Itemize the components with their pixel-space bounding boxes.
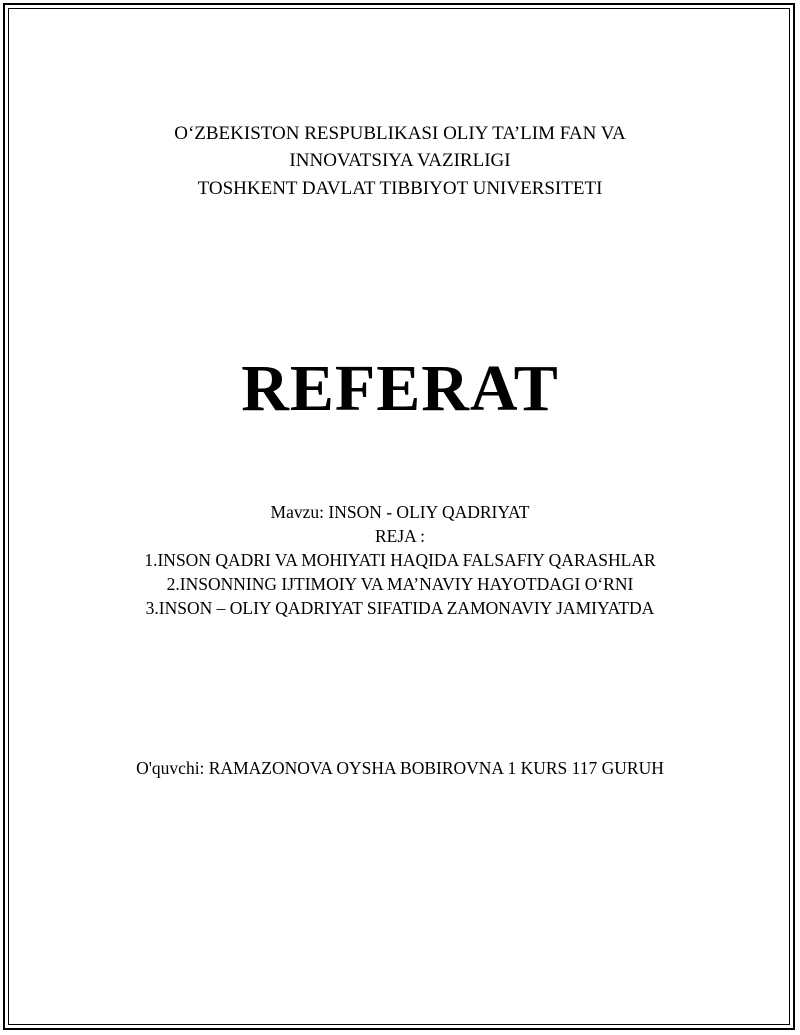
ministry-name-line-1: O‘ZBEKISTON RESPUBLIKASI OLIY TA’LIM FAN VA: [174, 123, 626, 144]
plan-item-3: 3.INSON – OLIY QADRIYAT SIFATIDA ZAMONAVIY JAMIYATDA: [145, 598, 655, 618]
ministry-name-line-2: INNOVATSIYA VAZIRLIGI: [289, 150, 511, 171]
student-info: O'quvchi: RAMAZONOVA OYSHA BOBIROVNA 1 KURS 117 GURUH: [136, 758, 664, 778]
plan-item-2: 2.INSONNING IJTIMOIY VA MA’NAVIY HAYOTDAGI O‘RNI: [166, 574, 634, 594]
topic-line: Mavzu: INSON - OLIY QADRIYAT: [270, 502, 530, 522]
university-name: TOSHKENT DAVLAT TIBBIYOT UNIVERSITETI: [197, 178, 603, 199]
document-title: REFERAT: [241, 352, 559, 425]
plan-item-1: 1.INSON QADRI VA MOHIYATI HAQIDA FALSAFIY QARASHLAR: [144, 550, 656, 570]
plan-heading: REJA :: [374, 526, 426, 546]
